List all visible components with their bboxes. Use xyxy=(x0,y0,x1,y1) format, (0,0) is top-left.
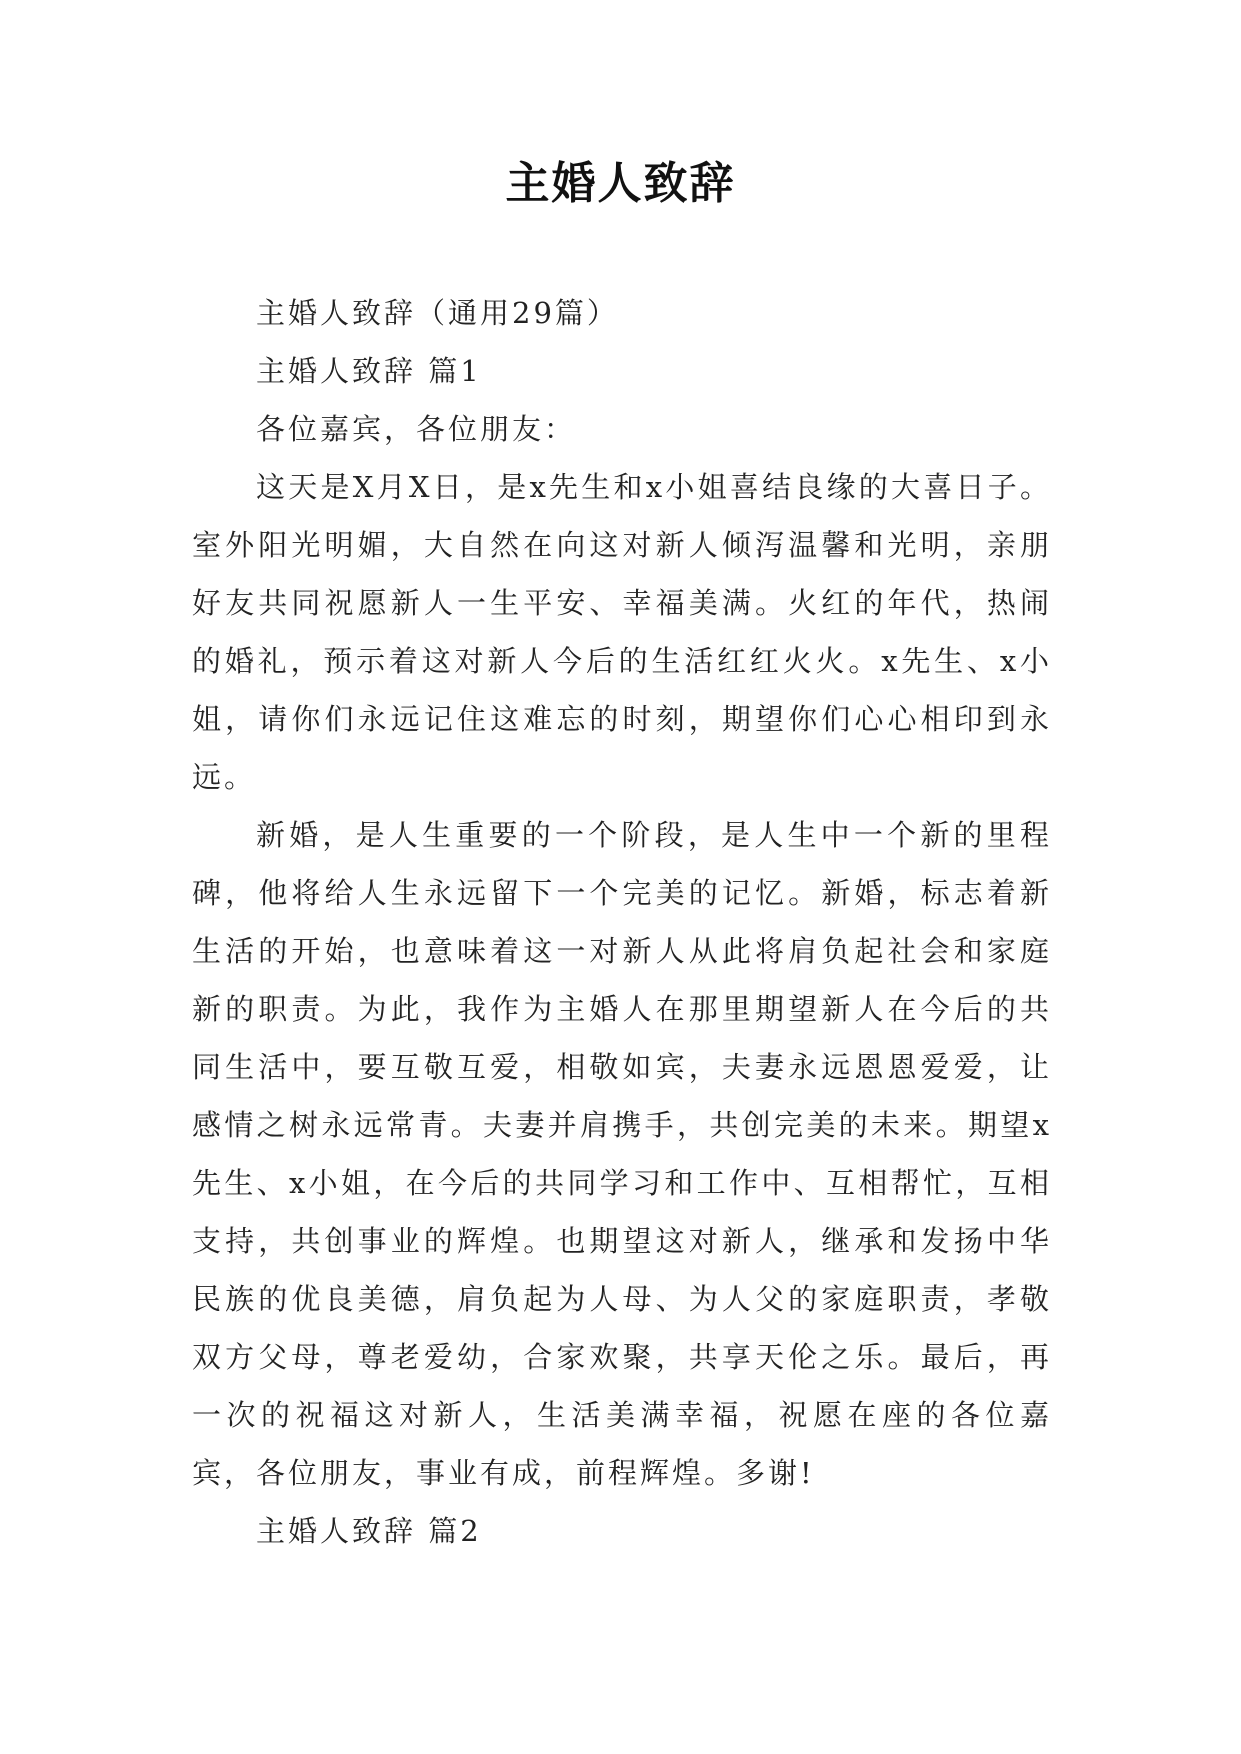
document-body xyxy=(192,284,1052,1560)
body-paragraph: 新婚，是人生重要的一个阶段，是人生中一个新的里程碑，他将给人生永远留下一个完美的记忆。新婚，标志着新生活的开始，也意味着这一对新人从此将肩负起社会和家庭新的职责。为此，我作为主婚人在那里期望新人在今后的共同生活中，要互敬互爱，相敬如宾，夫妻永远恩恩爱爱，让感情之树永远常青。夫妻并肩携手，共创完美的未来。期望x先生、x小姐，在今后的共同学习和工作中、互相帮忙，互相支持，共创事业的辉煌。也期望这对新人，继承和发扬中华民族的优良美德，肩负起为人母、为人父的家庭职责，孝敬双方父母，尊老爱幼，合家欢聚，共享天伦之乐。最后，再一次的祝福这对新人，生活美满幸福，祝愿在座的各位嘉宾，各位朋友，事业有成，前程辉煌。多谢! xyxy=(192,818,1052,1490)
section-heading: 主婚人致辞 篇2 xyxy=(256,1514,482,1548)
document-title: 主婚人致辞 xyxy=(505,158,736,209)
body-paragraph: 这天是X月X日，是x先生和x小姐喜结良缘的大喜日子。室外阳光明媚，大自然在向这对新人倾泻温馨和光明，亲朋好友共同祝愿新人一生平安、幸福美满。火红的年代，热闹的婚礼，预示着这对新人今后的生活红红火火。x先生、x小姐，请你们永远记住这难忘的时刻，期望你们心心相印到永远。 xyxy=(192,470,1052,794)
document-subtitle: 主婚人致辞（通用29篇） xyxy=(256,296,619,330)
section-heading: 主婚人致辞 篇1 xyxy=(256,354,482,388)
salutation: 各位嘉宾，各位朋友： xyxy=(256,412,577,446)
